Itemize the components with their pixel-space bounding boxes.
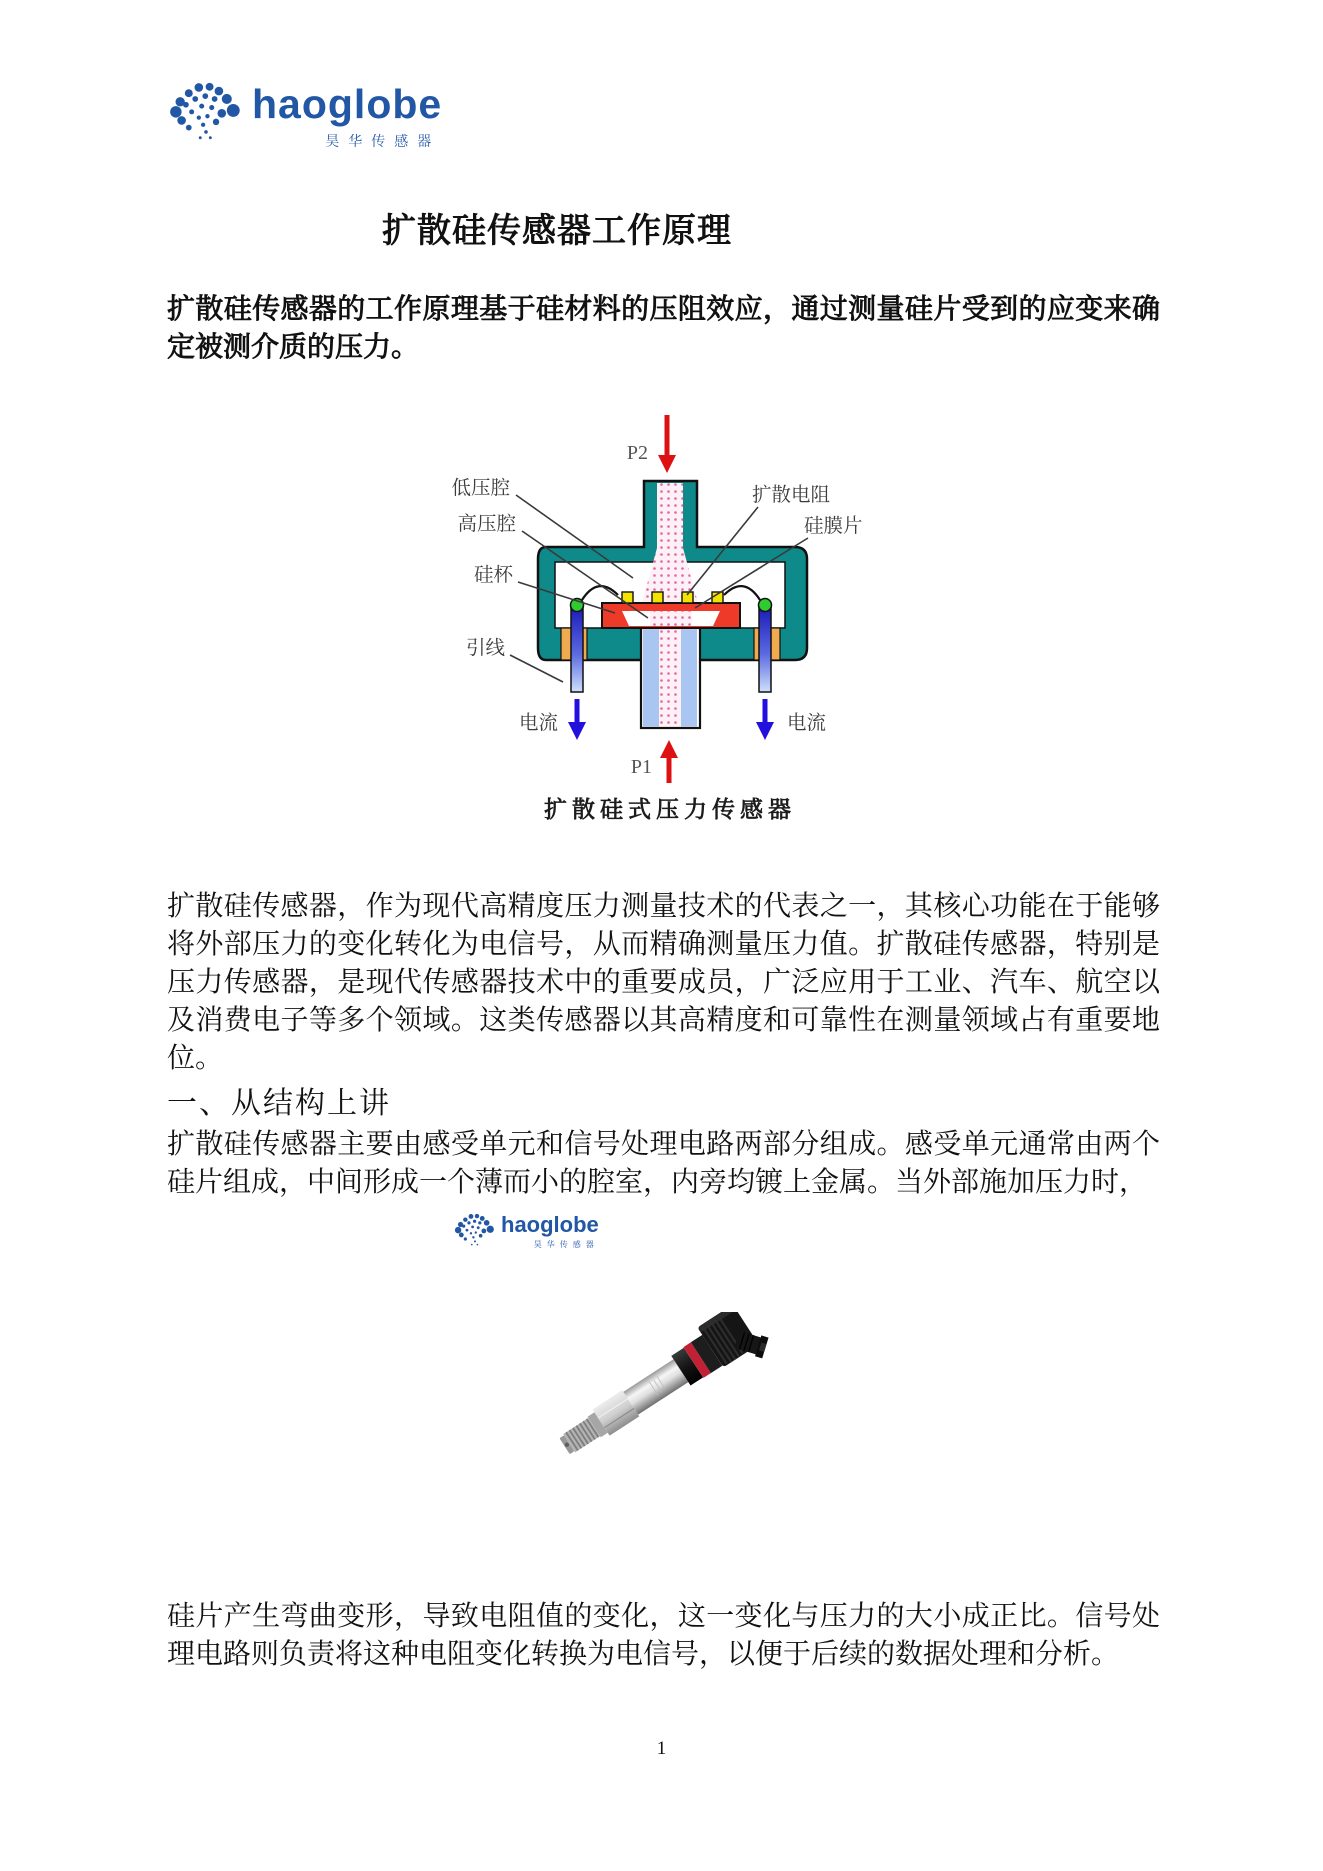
logo-dots-icon	[168, 76, 244, 142]
lead-ball-right	[759, 599, 772, 612]
logo-wordmark: haoglobe	[252, 81, 443, 127]
logo-subtitle: 昊华传感器	[533, 1240, 599, 1249]
lead-pin-left	[571, 607, 583, 692]
header-logo	[168, 76, 442, 151]
section-heading: 一、从结构上讲	[167, 1087, 391, 1120]
intro-paragraph: 扩散硅传感器的工作原理基于硅材料的压阻效应，通过测量硅片受到的应变来确定被测介质的压力。	[167, 294, 1160, 363]
label-p2: P2	[626, 442, 648, 464]
body-paragraph-2: 硅片产生弯曲变形，导致电阻值的变化，这一变化与压力的大小成正比。信号处理电路则负责将这种电阻变化转换为电信号，以便于后续的数据处理和分析。	[167, 1601, 1160, 1670]
body-paragraph-1: 扩散硅传感器，作为现代高精度压力测量技术的代表之一，其核心功能在于能够将外部压力的变化转化为电信号，从而精确测量压力值。扩散硅传感器，特别是压力传感器，是现代传感器技术中的重要成员，广泛应用于工业、汽车、航空以及消费电子等多个领域。这类传感器以其高精度和可靠性在测量领域占有重要地位。	[167, 891, 1160, 1074]
label-silicon-diaphragm: 硅膜片	[804, 516, 863, 537]
pressure-channel-top	[657, 483, 683, 549]
page-title: 扩散硅传感器工作原理	[382, 213, 732, 250]
p1-arrow	[660, 740, 678, 783]
pressure-channel-bottom	[659, 630, 681, 727]
current-arrow-right	[756, 699, 774, 740]
label-low-pressure-chamber: 低压腔	[451, 478, 510, 499]
current-arrow-left	[568, 699, 586, 740]
bottom-port-wall-left	[643, 630, 659, 727]
inline-logo	[454, 1210, 599, 1250]
page-number: 1	[656, 1738, 667, 1759]
label-diffused-resistor: 扩散电阻	[752, 485, 831, 506]
label-high-pressure-chamber: 高压腔	[457, 514, 516, 535]
cup-hollow-dots	[650, 611, 692, 626]
section-paragraph: 扩散硅传感器主要由感受单元和信号处理电路两部分组成。感受单元通常由两个硅片组成，中间形成一个薄而小的腔室，内旁均镀上金属。当外部施加压力时，	[167, 1129, 1160, 1198]
logo-wordmark: haoglobe	[501, 1212, 599, 1237]
p2-arrow	[658, 415, 676, 473]
label-lead-wire: 引线	[465, 638, 505, 659]
label-silicon-cup: 硅杯	[473, 565, 513, 586]
label-p1: P1	[630, 756, 652, 778]
logo-subtitle: 昊华传感器	[325, 133, 441, 149]
sensor-photo	[540, 1312, 800, 1482]
logo-dots-icon	[454, 1210, 496, 1247]
bottom-port-wall-right	[681, 630, 697, 727]
sensor-structure-diagram	[420, 355, 900, 833]
diagram-caption: 扩散硅式压力传感器	[544, 797, 796, 822]
label-current-right: 电流	[787, 713, 827, 734]
lead-pin-right	[759, 607, 771, 692]
sensor-body-cylinder	[623, 1359, 688, 1414]
label-current-left: 电流	[518, 713, 558, 734]
